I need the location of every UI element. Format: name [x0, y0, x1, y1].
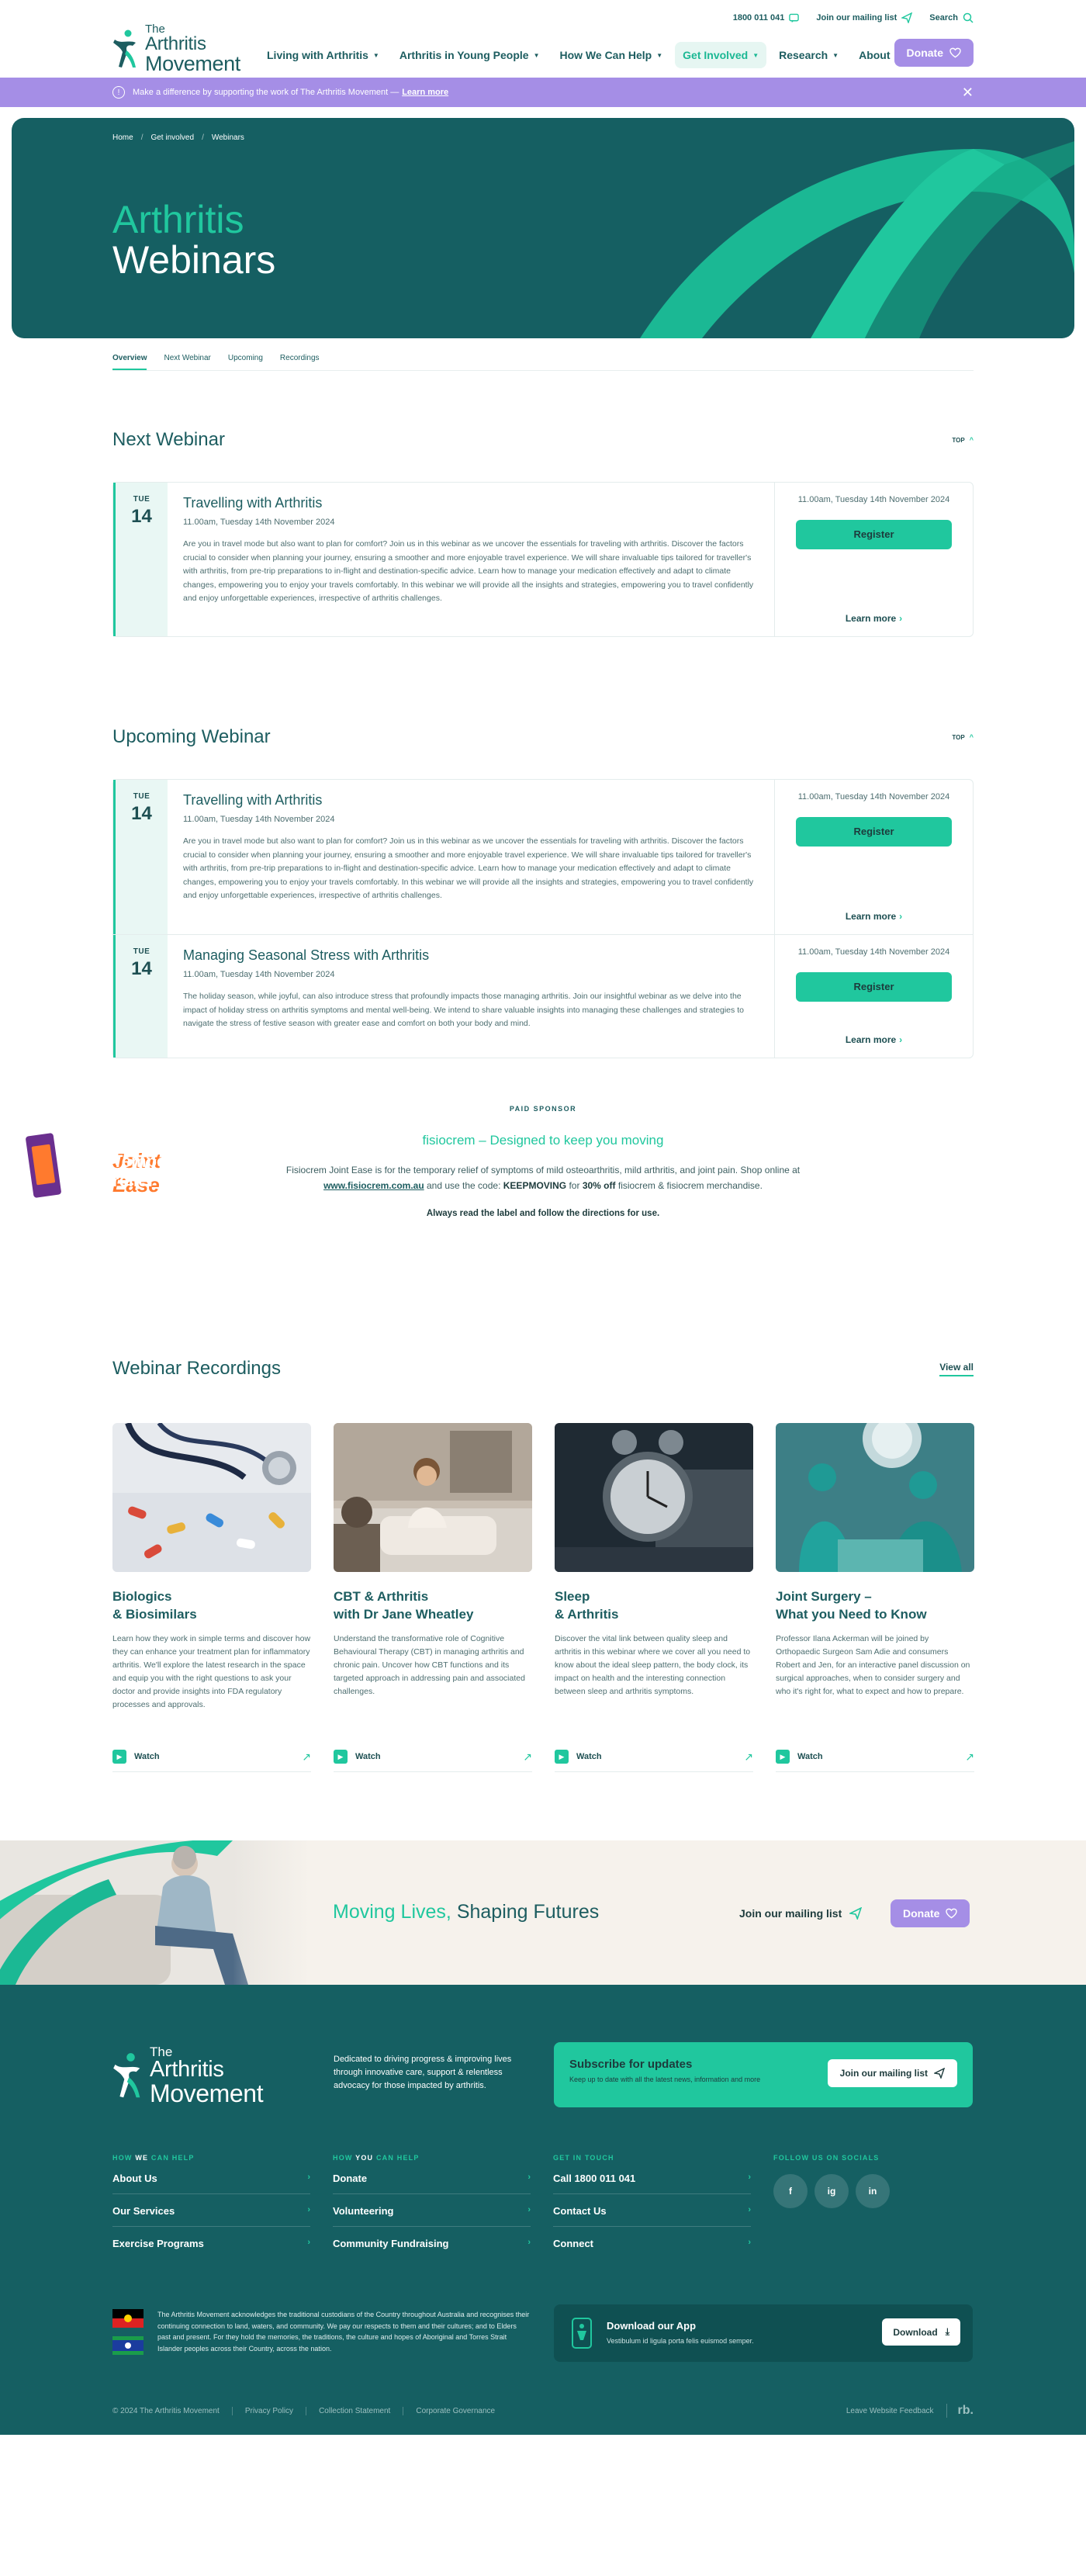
recordings-section [112, 1358, 974, 1772]
webinar-title[interactable]: Managing Seasonal Stress with Arthritis [183, 947, 430, 963]
sponsor-section [0, 1105, 1086, 1218]
donate-button[interactable]: Donate [894, 39, 974, 67]
footer-link-donate[interactable]: Donate › [333, 2162, 531, 2194]
recording-card [776, 1423, 974, 1772]
facebook-icon[interactable]: f [773, 2174, 808, 2208]
chevron-right-icon: › [748, 2238, 751, 2247]
footer-link-about-us[interactable]: About Us › [112, 2162, 310, 2194]
stethoscope-pills-image [112, 1423, 311, 1572]
cta-band [0, 1840, 1086, 1985]
footer-columns [112, 2154, 994, 2259]
webinar-time: 11.00am, Tuesday 14th November 2024 [183, 518, 335, 527]
acknowledgement-text: The Arthritis Movement acknowledges the traditional custodians of the Country throughout Australia and recognises their continuing connection to land, waters, and community. We pay our respects to them and their cultures; and to Elders past and present. For they hold the memories, the traditions, the culture and hopes of Aboriginal and Torres Strait Islander peoples across their Country, across the nation. [157, 2311, 530, 2353]
main-nav [259, 42, 908, 68]
subscribe-box [554, 2042, 973, 2107]
recording-image-stethoscope[interactable] [112, 1423, 311, 1572]
hero-banner [12, 118, 1074, 338]
woman-knee-pain-image [0, 1840, 310, 1985]
footer-bottom-bar [112, 2404, 974, 2418]
learn-more-link[interactable]: Learn more › [845, 613, 903, 624]
chevron-right-icon: › [899, 1034, 903, 1045]
agency-logo[interactable]: rb. [946, 2404, 974, 2418]
promo-discount: 30% off [582, 1180, 616, 1191]
register-button[interactable]: Register [796, 972, 952, 1002]
announcement-text: Make a difference by supporting the work of The Arthritis Movement — [133, 88, 399, 97]
search-icon [963, 12, 974, 23]
send-icon [849, 1907, 862, 1920]
chevron-down-icon: ▼ [656, 51, 663, 59]
webinar-time: 11.00am, Tuesday 14th November 2024 [183, 815, 335, 824]
site-logo[interactable] [112, 23, 240, 74]
recordings-heading: Webinar Recordings [112, 1358, 281, 1379]
linkedin-icon[interactable]: in [856, 2174, 890, 2208]
recording-title[interactable]: CBT & Arthritis with Dr Jane Wheatley [334, 1589, 474, 1622]
heart-icon [946, 1908, 957, 1919]
page-title-line1: Arthritis [112, 198, 244, 241]
chevron-down-icon: ▼ [372, 51, 379, 59]
arrow-up-right-icon[interactable]: ↗ [744, 1750, 753, 1763]
torres-strait-flag-icon [112, 2336, 144, 2355]
breadcrumb [112, 133, 244, 142]
logo-line1: Arthritis [145, 33, 206, 54]
learn-more-link[interactable]: Learn more › [845, 1034, 903, 1045]
website-feedback-link[interactable]: Leave Website Feedback [846, 2406, 934, 2415]
footer-about-text: Dedicated to driving progress & improving lives through innovative care, support & relentless advocacy for those impacted by arthritis. [334, 2055, 512, 2090]
footer-logo[interactable]: The Arthritis Movement [112, 2045, 263, 2106]
nav-arthritis-young-people[interactable]: Arthritis in Young People ▼ [399, 49, 540, 61]
logo-the: The [145, 23, 165, 36]
download-app-button[interactable]: Download ⤓ [882, 2318, 960, 2346]
sponsor-label: PAID SPONSOR [509, 1105, 577, 1113]
chevron-right-icon: › [307, 2238, 310, 2247]
aboriginal-flag-icon [112, 2309, 144, 2328]
recordings-grid [112, 1423, 974, 1772]
back-to-top-link[interactable]: TOP ^ [952, 436, 974, 444]
app-subtitle: Vestibulum id ligula porta felis euismod semper. [607, 2337, 754, 2345]
subscribe-button[interactable]: Join our mailing list [828, 2059, 957, 2087]
back-to-top-link[interactable]: TOP ^ [952, 733, 974, 741]
recording-description: Discover the vital link between quality sleep and arthritis in this webinar where we cover all you need to know about the ideal sleep pattern, the body clock, its impact on health and the interesting connection between sleep and arthritis symptoms. [555, 1634, 751, 1696]
nav-about[interactable]: About [851, 42, 908, 68]
copyright: © 2024 The Arthritis Movement [112, 2406, 220, 2415]
nav-research[interactable]: Research ▼ [779, 49, 839, 61]
webinar-row [113, 935, 973, 1058]
instagram-icon[interactable]: ig [814, 2174, 849, 2208]
chevron-right-icon: › [527, 2238, 531, 2247]
webinar-description: Are you in travel mode but also want to plan for comfort? Join us in this webinar as we uncover the essentials for traveling with arthritis. Discover the factors crucial to consider when planning your journey, ensuring a smoother and more enjoyable travel experience. We will share invaluable tips tailored for traveller's with arthritis, from pre-trip preparations to in-flight and destination-specific advice. Learn how to manage your medication effectively and adapt to climate changes, empowering you to enjoy your travels comfortably. In this webinar we will provide all the insights and strategies, empowering you to travel confidently and enjoy unforgettable experiences, irrespective of arthritis challenges. [183, 836, 754, 900]
recording-card [555, 1423, 753, 1772]
webinar-list [112, 779, 974, 1058]
recording-image-alarm-clock[interactable] [555, 1423, 753, 1572]
webinar-title[interactable]: Travelling with Arthritis [183, 495, 323, 511]
tab-overview[interactable]: Overview [112, 354, 147, 370]
cta-heading: Moving Lives, Shaping Futures [333, 1901, 600, 1923]
phone-link[interactable] [733, 13, 800, 23]
sponsor-tagline: fisiocrem – Designed to keep you moving [422, 1133, 664, 1148]
subscribe-title: Subscribe for updates [569, 2058, 693, 2071]
chevron-right-icon: › [748, 2205, 751, 2214]
tab-recordings[interactable]: Recordings [279, 354, 320, 362]
next-webinar-heading: Next Webinar [112, 429, 225, 450]
recording-image-surgery[interactable] [776, 1423, 974, 1572]
webinar-card [112, 482, 974, 637]
upcoming-webinar-section [112, 726, 974, 1058]
send-icon [901, 12, 912, 23]
recording-card [334, 1423, 532, 1772]
search-label: Search [929, 13, 958, 23]
logo-line2: Movement [145, 52, 240, 75]
promo-code: KEEPMOVING [503, 1180, 567, 1191]
nav-living-with-arthritis[interactable]: Living with Arthritis ▼ [267, 49, 379, 61]
register-button[interactable]: Register [796, 520, 952, 549]
webinar-day: 14 [131, 506, 152, 527]
webinar-description: The holiday season, while joyful, can also introduce stress that profoundly impacts those managing arthritis. Join our insightful webinar as we delve into the impact of holiday stress on arthritis symptoms and mental well-being. We intend to share valuable insights into managing these challenges and strategies to navigate the stress of festive season with greater ease and comfort on both your body and mind. [183, 992, 744, 1028]
webinar-when: 11.00am, Tuesday 14th November 2024 [797, 947, 950, 957]
watch-link[interactable]: ▶ Watch [112, 1750, 160, 1764]
play-icon: ▶ [555, 1750, 569, 1764]
nav-get-involved[interactable]: Get Involved ▼ [675, 42, 766, 68]
mailing-list-label: Join our mailing list [816, 13, 898, 23]
footer-col-socials: FOLLOW US ON SOCIALS f ig in [773, 2154, 994, 2259]
view-all-link[interactable]: View all [939, 1362, 974, 1376]
watch-link[interactable]: ▶ Watch [776, 1750, 823, 1764]
acknowledgement [112, 2309, 531, 2363]
page-title-line2: Webinars [112, 238, 276, 282]
page-tabs [112, 338, 974, 371]
recording-description: Learn how they work in simple terms and discover how they can enhance your treatment plan for inflammatory arthritis. We'll explore the latest research in the space and equip you with the right questions to ask your doctor and provide insights into FDA regulatory processes and approvals. [112, 1634, 311, 1709]
phone-number: 1800 011 041 [732, 13, 785, 23]
breadcrumb-current: Webinars [211, 133, 244, 142]
chevron-right-icon: › [527, 2205, 531, 2214]
footer-link-connect[interactable]: Connect › [553, 2238, 751, 2249]
chevron-right-icon: › [899, 613, 903, 624]
logo-figure-icon [112, 29, 139, 69]
alarm-clock-image [555, 1423, 753, 1572]
webinar-weekday: TUE [133, 495, 150, 504]
webinar-date: TUE 14 [113, 780, 168, 934]
recording-image-therapy[interactable] [334, 1423, 532, 1572]
webinar-when: 11.00am, Tuesday 14th November 2024 [797, 495, 950, 504]
close-icon[interactable]: ✕ [961, 85, 974, 100]
recording-title[interactable]: Sleep & Arthritis [555, 1589, 619, 1622]
utility-bar [733, 12, 974, 23]
info-icon: ! [112, 86, 125, 99]
download-icon: ⤓ [945, 2326, 949, 2337]
mailing-list-link[interactable] [816, 12, 912, 23]
breadcrumb-separator: / [202, 133, 204, 142]
footer-link-exercise-programs[interactable]: Exercise Programs › [112, 2238, 310, 2249]
tab-upcoming[interactable]: Upcoming [227, 354, 263, 362]
announcement-learn-more[interactable]: Learn more [402, 88, 449, 97]
phone-app-icon [566, 2317, 597, 2349]
footer-link-our-services[interactable]: Our Services › [112, 2194, 310, 2227]
webinar-date: TUE 14 [113, 935, 168, 1058]
cta-mailing-list-link[interactable]: Join our mailing list [739, 1907, 862, 1920]
recording-description: Professor Ilana Ackerman will be joined by Orthopaedic Surgeon Sam Adie and consumers Robert and Jen, for an interactive panel discussion on surgical approaches, when to consider surgery and who it's right for, what to expect and how to prepare. [776, 1634, 970, 1696]
breadcrumb-separator: / [140, 133, 144, 142]
recording-card [112, 1423, 311, 1772]
chevron-down-icon: ▼ [533, 51, 540, 59]
chevron-right-icon: › [307, 2205, 310, 2214]
sponsor-warning: Always read the label and follow the directions for use. [426, 1209, 660, 1218]
footer-link-community-fundraising[interactable]: Community Fundraising › [333, 2238, 531, 2249]
chat-icon [789, 13, 799, 23]
play-icon: ▶ [112, 1750, 126, 1764]
footer-col-how-you-help: HOW YOU CAN HELP Donate › Volunteering › Community Fundraising › [333, 2154, 553, 2259]
page-title [112, 199, 275, 280]
app-title: Download our App [607, 2320, 697, 2332]
site-header [0, 0, 1086, 78]
collection-statement-link[interactable]: Collection Statement [306, 2407, 403, 2415]
logo-figure-icon [112, 2051, 144, 2100]
play-icon: ▶ [776, 1750, 790, 1764]
chevron-right-icon: › [527, 2173, 531, 2182]
chevron-down-icon: ▼ [752, 51, 759, 59]
webinar-row [113, 780, 973, 935]
register-button[interactable]: Register [796, 817, 952, 847]
cta-donate-button[interactable]: Donate [891, 1899, 970, 1927]
recording-title[interactable]: Joint Surgery – What you Need to Know [776, 1589, 927, 1622]
chevron-right-icon: › [899, 911, 903, 922]
heart-icon [949, 47, 961, 58]
chevron-down-icon: ▼ [832, 51, 839, 59]
send-icon [934, 2068, 945, 2079]
chevron-up-icon: ^ [969, 436, 974, 444]
subscribe-subtitle: Keep up to date with all the latest news, information and more [569, 2076, 761, 2083]
next-webinar-section [112, 429, 974, 637]
surgery-image [776, 1423, 974, 1572]
recording-description: Understand the transformative role of Cognitive Behavioural Therapy (CBT) in managing arthritis and chronic pain. Uncover how CBT functions and its targeted approach in addressing pain and associated challenges. [334, 1634, 525, 1696]
corporate-governance-link[interactable]: Corporate Governance [403, 2407, 507, 2415]
sponsor-text: Fisiocrem Joint Ease is for the temporary relief of symptoms of mild osteoarthritis, mild arthritis, and joint pain. Shop online at www.fisiocrem.com.au and use the code: KEEPMOVING for 30% off fisiocrem & fisiocrem merchandise. [285, 1165, 801, 1191]
arrow-up-right-icon[interactable]: ↗ [302, 1750, 311, 1763]
webinar-when: 11.00am, Tuesday 14th November 2024 [797, 792, 950, 802]
search-link[interactable] [929, 12, 974, 23]
footer-col-how-we-help: HOW WE CAN HELP About Us › Our Services › Exercise Programs › [112, 2154, 333, 2259]
sponsor-url-link[interactable]: www.fisiocrem.com.au [323, 1180, 424, 1191]
chevron-right-icon: › [748, 2173, 751, 2182]
nav-how-we-can-help[interactable]: How We Can Help ▼ [559, 49, 663, 61]
app-download-box [554, 2304, 973, 2362]
footer-link-volunteering[interactable]: Volunteering › [333, 2194, 531, 2227]
chevron-up-icon: ^ [969, 733, 974, 741]
webinar-title[interactable]: Travelling with Arthritis [183, 792, 323, 808]
footer-link-contact-us[interactable]: Contact Us › [553, 2194, 751, 2227]
breadcrumb-home[interactable]: Home [112, 133, 133, 142]
breadcrumb-get-involved[interactable]: Get involved [150, 133, 195, 142]
watch-link[interactable]: ▶ Watch [334, 1750, 381, 1764]
upcoming-webinar-heading: Upcoming Webinar [112, 726, 271, 747]
play-icon: ▶ [334, 1750, 348, 1764]
recording-title[interactable]: Biologics & Biosimilars [112, 1589, 197, 1622]
webinar-description: Are you in travel mode but also want to plan for comfort? Join us in this webinar as we uncover the essentials for traveling with arthritis. Discover the factors crucial to consider when planning your journey, ensuring a smoother and more enjoyable travel experience. We will share invaluable tips tailored for traveller's with arthritis, from pre-trip preparations to in-flight and destination-specific advice. Learn how to manage your medication effectively and adapt to climate changes, empowering you to enjoy your travels comfortably. In this webinar we will provide all the insights and strategies, empowering you to travel confidently and enjoy unforgettable experiences, irrespective of arthritis challenges. [183, 539, 754, 603]
webinar-time: 11.00am, Tuesday 14th November 2024 [183, 970, 335, 979]
hero-swoosh-graphic [609, 118, 1074, 338]
announcement-bar [0, 78, 1086, 107]
arrow-up-right-icon[interactable]: ↗ [965, 1750, 974, 1763]
footer-col-get-in-touch: GET IN TOUCH Call 1800 011 041 › Contact Us › Connect › [553, 2154, 773, 2259]
tab-next-webinar[interactable]: Next Webinar [164, 354, 211, 362]
site-footer [0, 1985, 1086, 2435]
watch-link[interactable]: ▶ Watch [555, 1750, 602, 1764]
arrow-up-right-icon[interactable]: ↗ [523, 1750, 532, 1763]
footer-link-call[interactable]: Call 1800 011 041 › [553, 2162, 751, 2194]
therapy-session-image [334, 1423, 532, 1572]
learn-more-link[interactable]: Learn more › [845, 911, 903, 922]
chevron-right-icon: › [307, 2173, 310, 2182]
privacy-policy-link[interactable]: Privacy Policy [232, 2407, 306, 2415]
webinar-date [113, 483, 168, 636]
